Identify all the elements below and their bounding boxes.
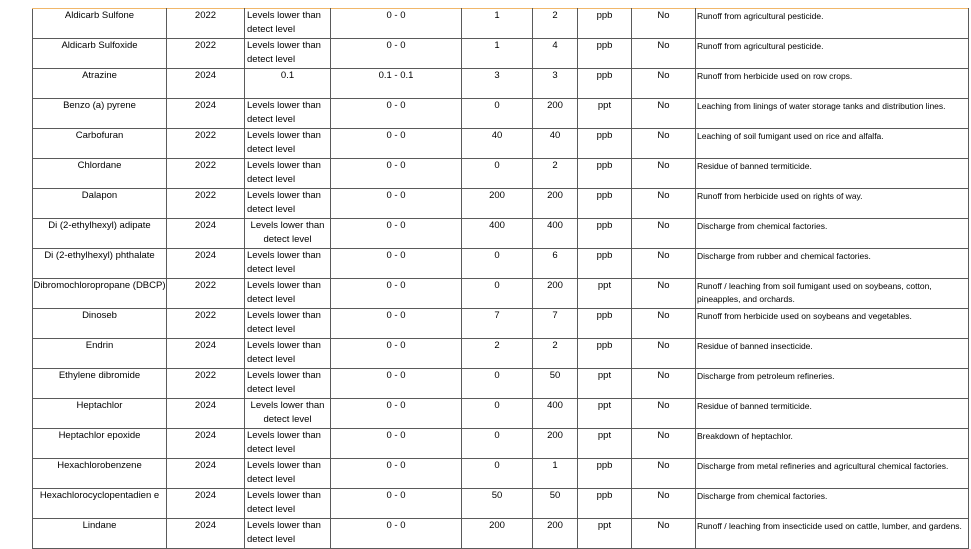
table-row <box>33 249 969 279</box>
mcl-cell: 200 <box>533 99 578 129</box>
table-row <box>33 339 969 369</box>
source-cell: Breakdown of heptachlor. <box>696 429 969 459</box>
detected-level-cell: Levels lower than detect level <box>245 339 331 369</box>
year-cell: 2022 <box>167 159 245 189</box>
unit-cell: ppb <box>578 339 632 369</box>
range-cell: 0.1 - 0.1 <box>331 69 462 99</box>
unit-cell: ppb <box>578 189 632 219</box>
year-cell: 2024 <box>167 99 245 129</box>
mcl-cell: 200 <box>533 519 578 549</box>
mcl-cell: 1 <box>533 459 578 489</box>
contaminant-cell: Heptachlor <box>33 399 167 429</box>
table-row <box>33 459 969 489</box>
contaminant-cell: Dinoseb <box>33 309 167 339</box>
violation-cell: No <box>632 429 696 459</box>
table-row <box>33 9 969 39</box>
contaminant-cell: Di (2-ethylhexyl) adipate <box>33 219 167 249</box>
year-cell: 2024 <box>167 429 245 459</box>
mcl-cell: 4 <box>533 39 578 69</box>
mclg-cell: 200 <box>462 189 533 219</box>
source-cell: Residue of banned termiticide. <box>696 159 969 189</box>
table-body <box>33 9 969 549</box>
violation-cell: No <box>632 519 696 549</box>
table-row <box>33 429 969 459</box>
range-cell: 0 - 0 <box>331 129 462 159</box>
mcl-cell: 200 <box>533 279 578 309</box>
year-cell: 2022 <box>167 309 245 339</box>
contaminant-cell: Endrin <box>33 339 167 369</box>
mcl-cell: 2 <box>533 159 578 189</box>
unit-cell: ppb <box>578 39 632 69</box>
source-cell: Discharge from rubber and chemical factories. <box>696 249 969 279</box>
contaminant-cell: Aldicarb Sulfone <box>33 9 167 39</box>
unit-cell: ppt <box>578 369 632 399</box>
mcl-cell: 200 <box>533 429 578 459</box>
source-cell: Discharge from metal refineries and agricultural chemical factories. <box>696 459 969 489</box>
mcl-cell: 3 <box>533 69 578 99</box>
violation-cell: No <box>632 309 696 339</box>
table-row <box>33 279 969 309</box>
range-cell: 0 - 0 <box>331 9 462 39</box>
contaminant-cell: Dibromochloropropane (DBCP) <box>33 279 167 309</box>
year-cell: 2022 <box>167 189 245 219</box>
detected-level-cell: Levels lower than detect level <box>245 489 331 519</box>
range-cell: 0 - 0 <box>331 249 462 279</box>
unit-cell: ppb <box>578 129 632 159</box>
year-cell: 2024 <box>167 459 245 489</box>
range-cell: 0 - 0 <box>331 99 462 129</box>
violation-cell: No <box>632 159 696 189</box>
contaminant-cell: Di (2-ethylhexyl) phthalate <box>33 249 167 279</box>
source-cell: Discharge from petroleum refineries. <box>696 369 969 399</box>
unit-cell: ppt <box>578 99 632 129</box>
detected-level-cell: Levels lower than detect level <box>245 459 331 489</box>
violation-cell: No <box>632 399 696 429</box>
range-cell: 0 - 0 <box>331 459 462 489</box>
mclg-cell: 0 <box>462 399 533 429</box>
detected-level-cell: Levels lower than detect level <box>245 519 331 549</box>
violation-cell: No <box>632 489 696 519</box>
source-cell: Runoff from agricultural pesticide. <box>696 39 969 69</box>
detected-level-cell: Levels lower than detect level <box>245 99 331 129</box>
table-row <box>33 129 969 159</box>
contaminants-table <box>32 8 969 549</box>
year-cell: 2022 <box>167 39 245 69</box>
year-cell: 2024 <box>167 69 245 99</box>
mcl-cell: 2 <box>533 339 578 369</box>
mclg-cell: 200 <box>462 519 533 549</box>
detected-level-cell: Levels lower than detect level <box>245 309 331 339</box>
detected-level-cell: Levels lower than detect level <box>245 429 331 459</box>
table-row <box>33 489 969 519</box>
unit-cell: ppt <box>578 429 632 459</box>
mcl-cell: 50 <box>533 489 578 519</box>
unit-cell: ppb <box>578 309 632 339</box>
table-row <box>33 69 969 99</box>
detected-level-cell: Levels lower than detect level <box>245 39 331 69</box>
detected-level-cell: Levels lower than detect level <box>245 219 331 249</box>
violation-cell: No <box>632 129 696 159</box>
unit-cell: ppb <box>578 219 632 249</box>
detected-level-cell: Levels lower than detect level <box>245 159 331 189</box>
year-cell: 2024 <box>167 339 245 369</box>
source-cell: Discharge from chemical factories. <box>696 489 969 519</box>
table-row <box>33 399 969 429</box>
range-cell: 0 - 0 <box>331 39 462 69</box>
unit-cell: ppt <box>578 399 632 429</box>
source-cell: Residue of banned insecticide. <box>696 339 969 369</box>
year-cell: 2022 <box>167 369 245 399</box>
mclg-cell: 3 <box>462 69 533 99</box>
mclg-cell: 50 <box>462 489 533 519</box>
mcl-cell: 200 <box>533 189 578 219</box>
mclg-cell: 0 <box>462 99 533 129</box>
source-cell: Discharge from chemical factories. <box>696 219 969 249</box>
mcl-cell: 400 <box>533 219 578 249</box>
source-cell: Leaching from linings of water storage tanks and distribution lines. <box>696 99 969 129</box>
contaminant-cell: Hexachlorobenzene <box>33 459 167 489</box>
year-cell: 2024 <box>167 489 245 519</box>
mclg-cell: 0 <box>462 459 533 489</box>
violation-cell: No <box>632 99 696 129</box>
violation-cell: No <box>632 39 696 69</box>
source-cell: Runoff from herbicide used on rights of way. <box>696 189 969 219</box>
year-cell: 2024 <box>167 399 245 429</box>
unit-cell: ppb <box>578 459 632 489</box>
mclg-cell: 0 <box>462 279 533 309</box>
mclg-cell: 0 <box>462 369 533 399</box>
violation-cell: No <box>632 9 696 39</box>
table-row <box>33 519 969 549</box>
detected-level-cell: Levels lower than detect level <box>245 279 331 309</box>
range-cell: 0 - 0 <box>331 429 462 459</box>
year-cell: 2022 <box>167 129 245 159</box>
table-row <box>33 99 969 129</box>
table-row <box>33 39 969 69</box>
year-cell: 2024 <box>167 249 245 279</box>
range-cell: 0 - 0 <box>331 309 462 339</box>
violation-cell: No <box>632 69 696 99</box>
unit-cell: ppt <box>578 519 632 549</box>
table-row <box>33 159 969 189</box>
mclg-cell: 0 <box>462 429 533 459</box>
violation-cell: No <box>632 279 696 309</box>
year-cell: 2022 <box>167 279 245 309</box>
detected-level-cell: Levels lower than detect level <box>245 369 331 399</box>
contaminant-cell: Lindane <box>33 519 167 549</box>
table-row <box>33 309 969 339</box>
mcl-cell: 40 <box>533 129 578 159</box>
contaminant-cell: Atrazine <box>33 69 167 99</box>
violation-cell: No <box>632 189 696 219</box>
violation-cell: No <box>632 249 696 279</box>
range-cell: 0 - 0 <box>331 489 462 519</box>
range-cell: 0 - 0 <box>331 519 462 549</box>
range-cell: 0 - 0 <box>331 339 462 369</box>
source-cell: Runoff / leaching from soil fumigant used on soybeans, cotton, pineapples, and orchards. <box>696 279 969 309</box>
mclg-cell: 400 <box>462 219 533 249</box>
unit-cell: ppb <box>578 159 632 189</box>
year-cell: 2024 <box>167 519 245 549</box>
mcl-cell: 6 <box>533 249 578 279</box>
unit-cell: ppb <box>578 69 632 99</box>
mcl-cell: 400 <box>533 399 578 429</box>
violation-cell: No <box>632 459 696 489</box>
mclg-cell: 7 <box>462 309 533 339</box>
source-cell: Runoff / leaching from insecticide used on cattle, lumber, and gardens. <box>696 519 969 549</box>
source-cell: Runoff from herbicide used on row crops. <box>696 69 969 99</box>
contaminant-cell: Dalapon <box>33 189 167 219</box>
table-row <box>33 189 969 219</box>
source-cell: Leaching of soil fumigant used on rice and alfalfa. <box>696 129 969 159</box>
contaminant-cell: Chlordane <box>33 159 167 189</box>
detected-level-cell: Levels lower than detect level <box>245 399 331 429</box>
contaminant-cell: Heptachlor epoxide <box>33 429 167 459</box>
detected-level-cell: Levels lower than detect level <box>245 249 331 279</box>
table-row <box>33 219 969 249</box>
source-cell: Residue of banned termiticide. <box>696 399 969 429</box>
contaminant-cell: Benzo (a) pyrene <box>33 99 167 129</box>
mclg-cell: 1 <box>462 39 533 69</box>
range-cell: 0 - 0 <box>331 369 462 399</box>
range-cell: 0 - 0 <box>331 399 462 429</box>
mcl-cell: 7 <box>533 309 578 339</box>
mclg-cell: 2 <box>462 339 533 369</box>
year-cell: 2022 <box>167 9 245 39</box>
violation-cell: No <box>632 369 696 399</box>
source-cell: Runoff from herbicide used on soybeans and vegetables. <box>696 309 969 339</box>
source-cell: Runoff from agricultural pesticide. <box>696 9 969 39</box>
table-row <box>33 369 969 399</box>
unit-cell: ppb <box>578 249 632 279</box>
mclg-cell: 40 <box>462 129 533 159</box>
detected-level-cell: Levels lower than detect level <box>245 189 331 219</box>
violation-cell: No <box>632 339 696 369</box>
range-cell: 0 - 0 <box>331 279 462 309</box>
range-cell: 0 - 0 <box>331 159 462 189</box>
contaminant-cell: Hexachlorocyclopentadien e <box>33 489 167 519</box>
violation-cell: No <box>632 219 696 249</box>
mcl-cell: 50 <box>533 369 578 399</box>
contaminant-cell: Carbofuran <box>33 129 167 159</box>
year-cell: 2024 <box>167 219 245 249</box>
detected-level-cell: Levels lower than detect level <box>245 9 331 39</box>
unit-cell: ppt <box>578 279 632 309</box>
mclg-cell: 1 <box>462 9 533 39</box>
unit-cell: ppb <box>578 489 632 519</box>
mcl-cell: 2 <box>533 9 578 39</box>
detected-level-cell: Levels lower than detect level <box>245 129 331 159</box>
unit-cell: ppb <box>578 9 632 39</box>
mclg-cell: 0 <box>462 159 533 189</box>
contaminant-cell: Aldicarb Sulfoxide <box>33 39 167 69</box>
detected-level-cell: 0.1 <box>245 69 331 99</box>
range-cell: 0 - 0 <box>331 189 462 219</box>
contaminant-cell: Ethylene dibromide <box>33 369 167 399</box>
mclg-cell: 0 <box>462 249 533 279</box>
range-cell: 0 - 0 <box>331 219 462 249</box>
